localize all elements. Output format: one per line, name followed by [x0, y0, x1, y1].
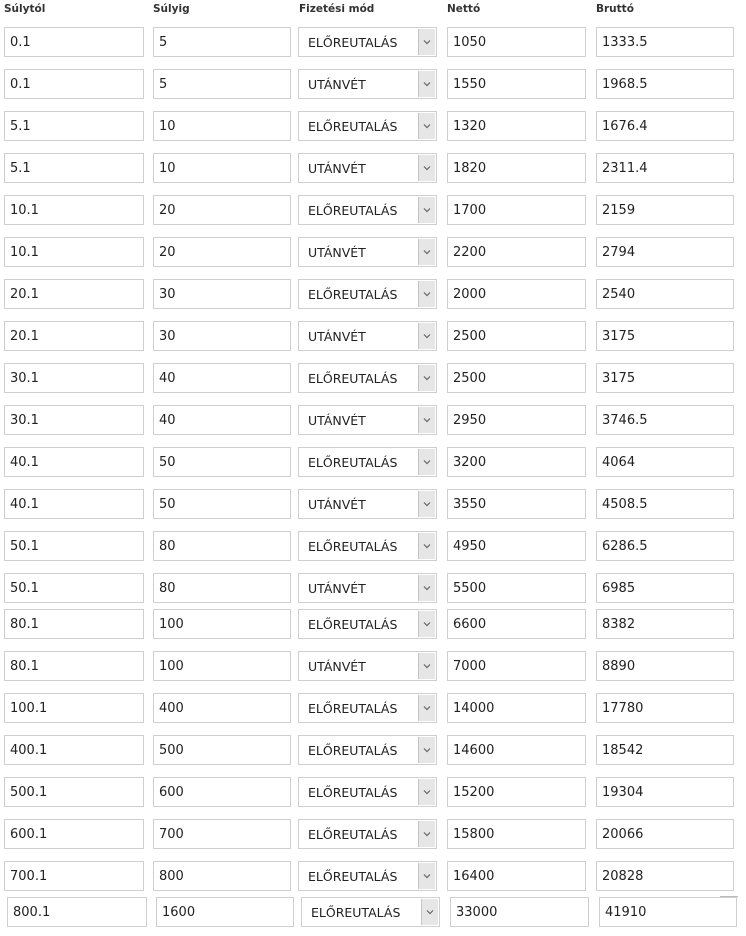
table-row [0, 195, 746, 227]
payment-method-select[interactable] [298, 195, 437, 225]
weight-to-input[interactable]: 50 [153, 489, 291, 519]
table-row [0, 447, 746, 479]
gross-price-input[interactable]: 20066 [596, 819, 734, 849]
net-price-input[interactable]: 6600 [447, 609, 586, 639]
net-price-input[interactable]: 3550 [447, 489, 586, 519]
payment-method-value: ELŐREUTALÁS [308, 617, 398, 632]
net-price-input[interactable]: 7000 [447, 651, 586, 681]
chevron-down-icon[interactable] [418, 155, 435, 181]
payment-method-value: ELŐREUTALÁS [308, 785, 398, 800]
payment-method-value: UTÁNVÉT [308, 329, 366, 344]
weight-from-input[interactable]: 40.1 [4, 489, 144, 519]
net-price-input[interactable]: 15800 [447, 819, 586, 849]
payment-method-select[interactable] [298, 279, 437, 309]
payment-method-value: UTÁNVÉT [308, 581, 366, 596]
weight-to-input[interactable]: 20 [153, 237, 291, 267]
chevron-down-icon[interactable] [421, 899, 438, 925]
payment-method-value: ELŐREUTALÁS [308, 287, 398, 302]
payment-method-select[interactable] [298, 447, 437, 477]
weight-from-input[interactable]: 40.1 [4, 447, 144, 477]
gross-price-input[interactable]: 4064 [596, 447, 734, 477]
payment-method-value: UTÁNVÉT [308, 161, 366, 176]
chevron-down-icon[interactable] [418, 491, 435, 517]
net-price-input[interactable]: 1550 [447, 69, 586, 99]
gross-price-input[interactable]: 2540 [596, 279, 734, 309]
table-row [0, 27, 746, 59]
payment-method-value: ELŐREUTALÁS [311, 905, 401, 920]
gross-price-input[interactable]: 19304 [596, 777, 734, 807]
weight-from-input[interactable]: 600.1 [4, 819, 144, 849]
gross-price-input[interactable]: 2311.4 [596, 153, 734, 183]
payment-method-value: ELŐREUTALÁS [308, 827, 398, 842]
payment-method-select[interactable] [298, 321, 437, 351]
table-row [0, 321, 746, 353]
weight-to-input[interactable]: 30 [153, 279, 291, 309]
table-row [0, 489, 746, 521]
net-price-input[interactable]: 2200 [447, 237, 586, 267]
weight-to-input[interactable]: 30 [153, 321, 291, 351]
header-weight-from: Súlytól [4, 3, 46, 15]
header-weight-to: Súlyig [153, 3, 190, 15]
payment-method-value: ELŐREUTALÁS [308, 869, 398, 884]
payment-method-value: ELŐREUTALÁS [308, 203, 398, 218]
chevron-down-icon[interactable] [418, 407, 435, 433]
table-row [0, 861, 746, 893]
gross-price-input[interactable]: 17780 [596, 693, 734, 723]
chevron-down-icon[interactable] [418, 575, 435, 601]
payment-method-value: ELŐREUTALÁS [308, 743, 398, 758]
chevron-down-icon[interactable] [418, 821, 435, 847]
table-row [0, 363, 746, 395]
gross-price-input[interactable]: 41910 [599, 897, 737, 927]
weight-from-input[interactable]: 50.1 [4, 573, 144, 603]
table-row [0, 237, 746, 269]
payment-method-select[interactable] [301, 897, 440, 927]
payment-method-value: UTÁNVÉT [308, 245, 366, 260]
weight-from-input[interactable]: 5.1 [4, 111, 144, 141]
weight-to-input[interactable]: 100 [153, 651, 291, 681]
chevron-down-icon[interactable] [418, 449, 435, 475]
payment-method-select[interactable] [298, 405, 437, 435]
weight-to-input[interactable]: 80 [153, 573, 291, 603]
weight-to-input[interactable]: 5 [153, 69, 291, 99]
weight-from-input[interactable]: 700.1 [4, 861, 144, 891]
payment-method-value: ELŐREUTALÁS [308, 371, 398, 386]
payment-method-select[interactable] [298, 609, 437, 639]
net-price-input[interactable]: 15200 [447, 777, 586, 807]
net-price-input[interactable]: 2000 [447, 279, 586, 309]
header-gross: Bruttó [596, 3, 634, 15]
net-price-input[interactable]: 3200 [447, 447, 586, 477]
chevron-down-icon[interactable] [418, 653, 435, 679]
payment-method-value: ELŐREUTALÁS [308, 539, 398, 554]
weight-from-input[interactable]: 20.1 [4, 279, 144, 309]
payment-method-select[interactable] [298, 573, 437, 603]
gross-price-input[interactable]: 6286.5 [596, 531, 734, 561]
weight-to-input[interactable]: 80 [153, 531, 291, 561]
weight-from-input[interactable]: 0.1 [4, 69, 144, 99]
header-payment-method: Fizetési mód [299, 3, 375, 15]
payment-method-select[interactable] [298, 153, 437, 183]
table-row [0, 609, 746, 641]
gross-price-input[interactable]: 1968.5 [596, 69, 734, 99]
weight-to-input[interactable]: 50 [153, 447, 291, 477]
table-row [0, 651, 746, 683]
gross-price-input[interactable]: 1333.5 [596, 27, 734, 57]
gross-price-input[interactable]: 20828 [596, 861, 734, 891]
header-net: Nettó [447, 3, 481, 15]
payment-method-value: ELŐREUTALÁS [308, 35, 398, 50]
table-row [3, 897, 746, 929]
payment-method-value: UTÁNVÉT [308, 497, 366, 512]
weight-from-input[interactable]: 20.1 [4, 321, 144, 351]
net-price-input[interactable]: 2500 [447, 363, 586, 393]
chevron-down-icon[interactable] [418, 695, 435, 721]
weight-from-input[interactable]: 0.1 [4, 27, 144, 57]
gross-price-input[interactable]: 2159 [596, 195, 734, 225]
payment-method-select[interactable] [298, 27, 437, 57]
payment-method-select[interactable] [298, 69, 437, 99]
table-row [0, 735, 746, 767]
payment-method-value: ELŐREUTALÁS [308, 455, 398, 470]
chevron-down-icon[interactable] [418, 71, 435, 97]
weight-from-input[interactable]: 30.1 [4, 363, 144, 393]
weight-from-input[interactable]: 800.1 [7, 897, 147, 927]
chevron-down-icon[interactable] [418, 863, 435, 889]
payment-method-select[interactable] [298, 237, 437, 267]
net-price-input[interactable]: 1050 [447, 27, 586, 57]
gross-price-input[interactable]: 3175 [596, 321, 734, 351]
weight-from-input[interactable]: 100.1 [4, 693, 144, 723]
payment-method-value: UTÁNVÉT [308, 413, 366, 428]
payment-method-select[interactable] [298, 819, 437, 849]
payment-method-select[interactable] [298, 489, 437, 519]
weight-to-input[interactable]: 400 [153, 693, 291, 723]
net-price-input[interactable]: 2500 [447, 321, 586, 351]
chevron-down-icon[interactable] [418, 281, 435, 307]
weight-to-input[interactable]: 40 [153, 363, 291, 393]
weight-to-input[interactable]: 20 [153, 195, 291, 225]
net-price-input[interactable]: 5500 [447, 573, 586, 603]
gross-price-input[interactable]: 3746.5 [596, 405, 734, 435]
chevron-down-icon[interactable] [418, 365, 435, 391]
table-row [0, 279, 746, 311]
weight-from-input[interactable]: 10.1 [4, 237, 144, 267]
payment-method-select[interactable] [298, 777, 437, 807]
net-price-input[interactable]: 33000 [450, 897, 589, 927]
weight-to-input[interactable]: 1600 [156, 897, 294, 927]
weight-to-input[interactable]: 10 [153, 111, 291, 141]
table-row [0, 153, 746, 185]
payment-method-value: UTÁNVÉT [308, 659, 366, 674]
weight-to-input[interactable]: 800 [153, 861, 291, 891]
payment-method-value: ELŐREUTALÁS [308, 701, 398, 716]
chevron-down-icon[interactable] [418, 113, 435, 139]
net-price-input[interactable]: 4950 [447, 531, 586, 561]
weight-from-input[interactable]: 50.1 [4, 531, 144, 561]
table-row [0, 69, 746, 101]
weight-from-input[interactable]: 30.1 [4, 405, 144, 435]
table-row [0, 111, 746, 143]
gross-price-input[interactable]: 2794 [596, 237, 734, 267]
weight-from-input[interactable]: 5.1 [4, 153, 144, 183]
gross-price-input[interactable]: 8890 [596, 651, 734, 681]
chevron-down-icon[interactable] [418, 533, 435, 559]
payment-method-select[interactable] [298, 111, 437, 141]
scrollbar-stub [720, 896, 738, 905]
gross-price-input[interactable]: 8382 [596, 609, 734, 639]
gross-price-input[interactable]: 18542 [596, 735, 734, 765]
net-price-input[interactable]: 1320 [447, 111, 586, 141]
chevron-down-icon[interactable] [418, 197, 435, 223]
payment-method-value: ELŐREUTALÁS [308, 119, 398, 134]
payment-method-select[interactable] [298, 531, 437, 561]
weight-from-input[interactable]: 10.1 [4, 195, 144, 225]
chevron-down-icon[interactable] [418, 323, 435, 349]
chevron-down-icon[interactable] [418, 29, 435, 55]
gross-price-input[interactable]: 4508.5 [596, 489, 734, 519]
payment-method-select[interactable] [298, 735, 437, 765]
payment-method-select[interactable] [298, 651, 437, 681]
chevron-down-icon[interactable] [418, 611, 435, 637]
chevron-down-icon[interactable] [418, 737, 435, 763]
net-price-input[interactable]: 1820 [447, 153, 586, 183]
payment-method-value: UTÁNVÉT [308, 77, 366, 92]
table-row [0, 693, 746, 725]
table-row [0, 405, 746, 437]
weight-to-input[interactable]: 40 [153, 405, 291, 435]
weight-to-input[interactable]: 10 [153, 153, 291, 183]
gross-price-input[interactable]: 6985 [596, 573, 734, 603]
weight-from-input[interactable]: 80.1 [4, 609, 144, 639]
gross-price-input[interactable]: 3175 [596, 363, 734, 393]
weight-to-input[interactable]: 700 [153, 819, 291, 849]
net-price-input[interactable]: 16400 [447, 861, 586, 891]
net-price-input[interactable]: 14600 [447, 735, 586, 765]
table-row [0, 573, 746, 605]
chevron-down-icon[interactable] [418, 779, 435, 805]
chevron-down-icon[interactable] [418, 239, 435, 265]
weight-from-input[interactable]: 400.1 [4, 735, 144, 765]
gross-price-input[interactable]: 1676.4 [596, 111, 734, 141]
payment-method-select[interactable] [298, 363, 437, 393]
table-row [0, 777, 746, 809]
weight-to-input[interactable]: 500 [153, 735, 291, 765]
payment-method-select[interactable] [298, 693, 437, 723]
weight-from-input[interactable]: 500.1 [4, 777, 144, 807]
net-price-input[interactable]: 1700 [447, 195, 586, 225]
weight-to-input[interactable]: 600 [153, 777, 291, 807]
table-row [0, 819, 746, 851]
weight-to-input[interactable]: 5 [153, 27, 291, 57]
net-price-input[interactable]: 14000 [447, 693, 586, 723]
weight-from-input[interactable]: 80.1 [4, 651, 144, 681]
weight-to-input[interactable]: 100 [153, 609, 291, 639]
net-price-input[interactable]: 2950 [447, 405, 586, 435]
table-row [0, 531, 746, 563]
payment-method-select[interactable] [298, 861, 437, 891]
